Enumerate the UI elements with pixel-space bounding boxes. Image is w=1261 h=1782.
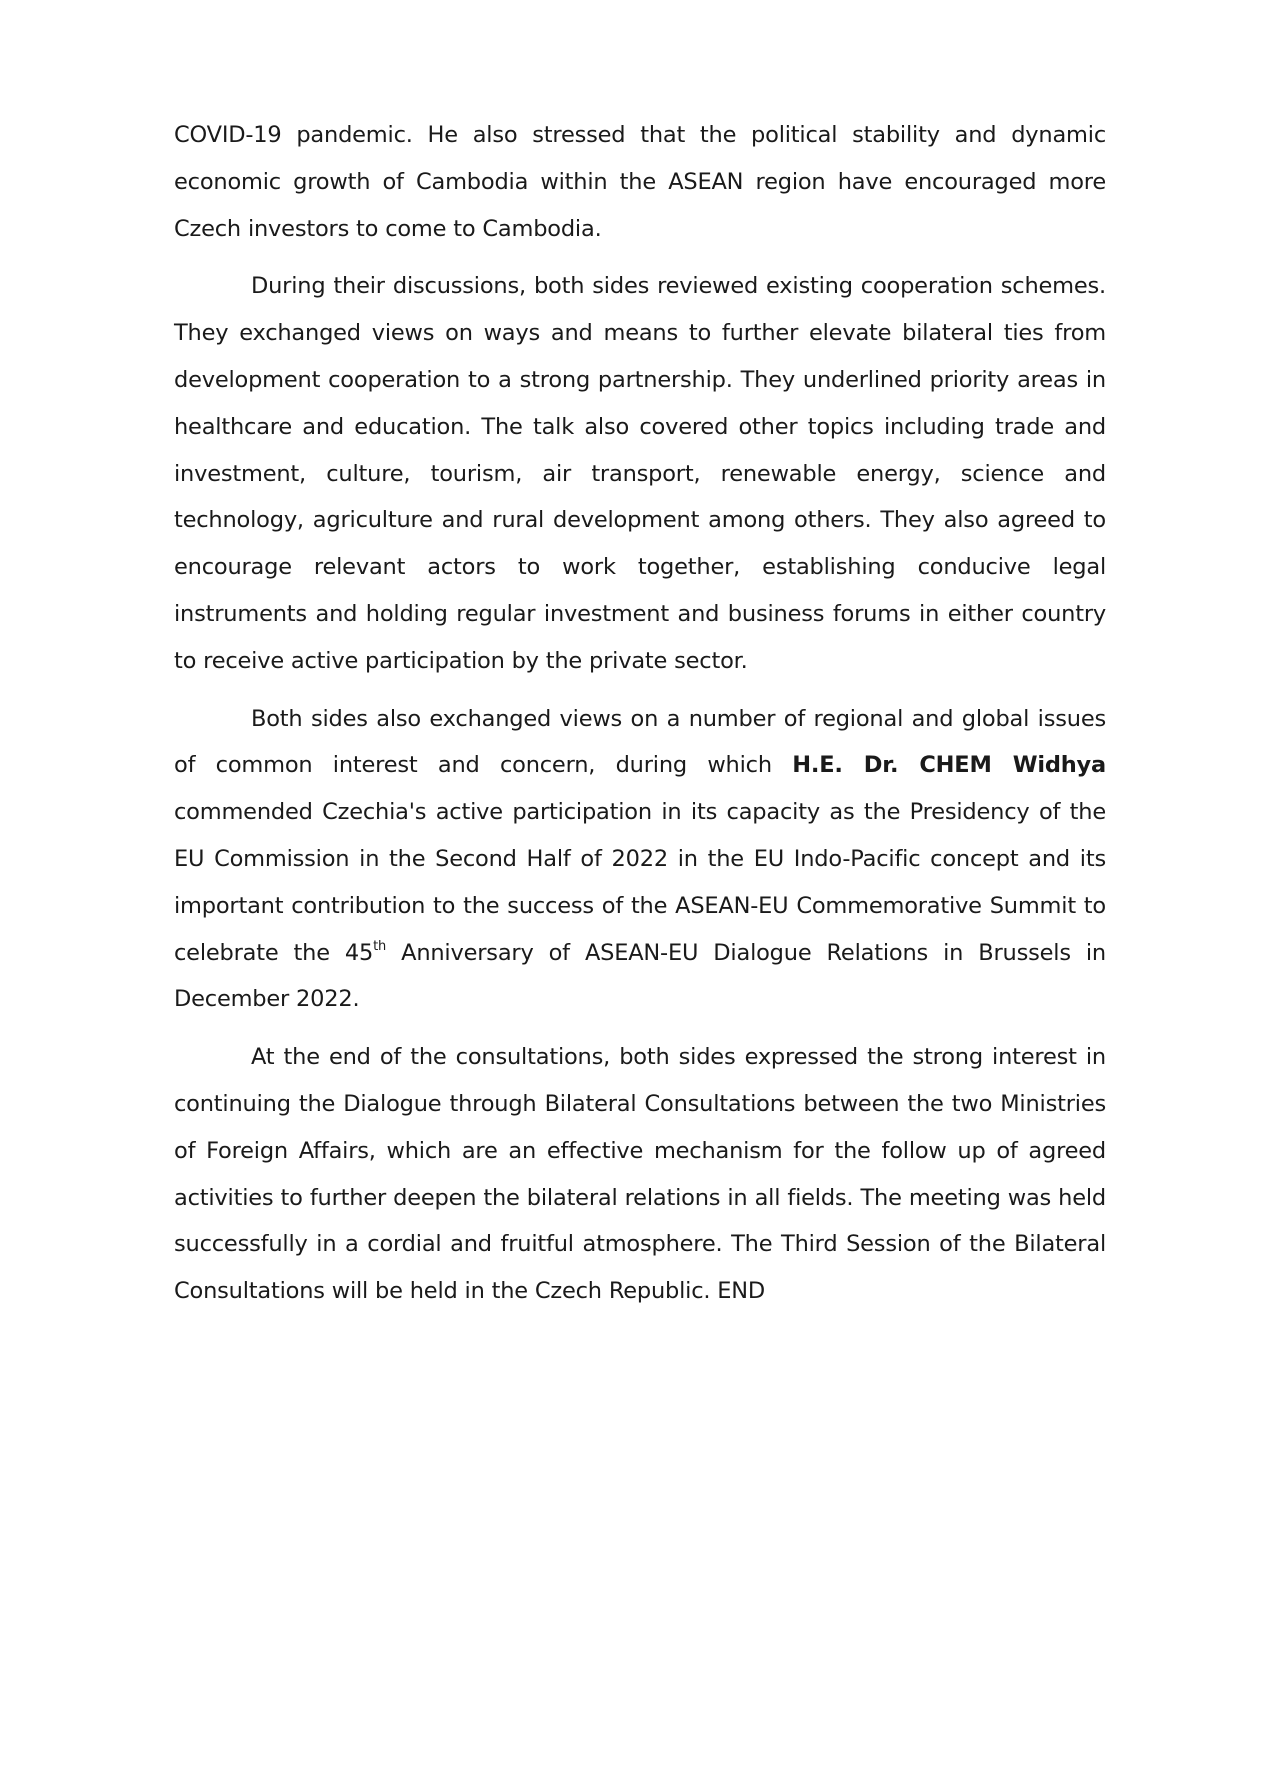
paragraph-closing: At the end of the consultations, both sides expressed the strong interest in continuing the Dialogue through Bilateral Consultations between the two Ministries of Foreign Affairs, which are an effective mechanism for the follow up of agreed activities to further deepen the bilateral relations in all fields. The meeting was held successfully in a cordial and fruitful atmosphere. The Third Session of the Bilateral Consultations will be held in the Czech Republic. END — [174, 1044, 1106, 1305]
official-name: H.E. Dr. CHEM Widhya — [792, 752, 1106, 779]
paragraph-regional-issues-end: Anniversary of ASEAN-EU Dialogue Relations in Brussels in December 2022. — [174, 939, 1106, 1013]
ordinal-superscript: th — [373, 938, 387, 954]
paragraph-regional-issues — [174, 696, 1106, 1024]
paragraph-covid-investors: COVID-19 pandemic. He also stressed that the political stability and dynamic economic growth of Cambodia within the ASEAN region have encouraged more Czech investors to come to Cambodia. — [174, 122, 1106, 242]
document-body — [174, 112, 1106, 1326]
paragraph-regional-issues-body: commended Czechia's active participation in its capacity as the Presidency of the EU Commission in the Second Half of 2022 in the EU Indo-Pacific concept and its important contribution to the success of the ASEAN-EU Commemorative Summit to celebrate the 45 — [174, 799, 1106, 966]
paragraph-regional-issues-lead: Both sides also exchanged views on a number of regional and global issues of common interest and concern, during which — [174, 705, 1106, 779]
paragraph-discussions: During their discussions, both sides reviewed existing cooperation schemes. They exchanged views on ways and means to further elevate bilateral ties from development cooperation to a strong partnership. They underlined priority areas in healthcare and education. The talk also covered other topics including trade and investment, culture, tourism, air transport, renewable energy, science and technology, agriculture and rural development among others. They also agreed to encourage relevant actors to work together, establishing conducive legal instruments and holding regular investment and business forums in either country to receive active participation by the private sector. — [174, 273, 1106, 674]
